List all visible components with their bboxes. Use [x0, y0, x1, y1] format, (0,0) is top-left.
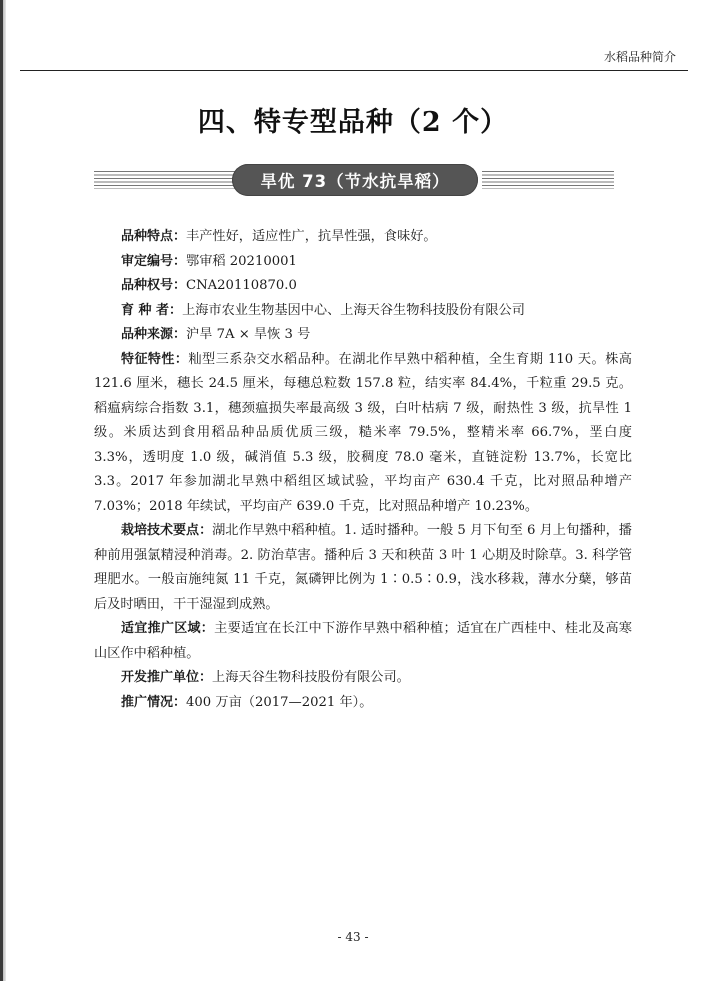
header-divider: [20, 70, 688, 71]
field-label: 育 种 者：: [121, 302, 183, 318]
field-developer: [94, 666, 632, 691]
variety-banner: [94, 164, 614, 196]
variety-description: [94, 225, 632, 715]
page-binding-edge: [0, 0, 6, 981]
section-title: 四、特专型品种（2 个）: [197, 107, 509, 138]
field-label: 品种特点：: [121, 229, 187, 244]
field-value: 籼型三系杂交水稻品种。在湖北作早熟中稻种植，全生育期 110 天。株高 121.6 厘米，穗长 24.5 厘米，每穗总粒数 157.8 粒，结实率 84.4%，千粒重 29.5 克。稻瘟病综合指数 3.1，穗颈瘟损失率最高级 3 级，白叶枯病 7 级，耐热性 3 级，抗旱性 1 级。米质达到食用稻品种品质优质三级，糙米率 79.5%，整精米率 66.7%，垩白度 3.3%，透明度 1.0 级，碱消值 5.3 级，胶稠度 78.0 毫米，直链淀粉 13.7%，长宽比 3.3。2017 年参加湖北早熟中稻组区域试验，平均亩产 630.4 千克，比对照品种增产 7.03%；2018 年续试，平均亩产 639.0 千克，比对照品种增产 10.23%。: [94, 351, 632, 514]
field-label: 推广情况：: [121, 694, 187, 710]
field-label: 特征特性：: [121, 351, 189, 367]
variety-title: 旱优 73（节水抗旱稻）: [260, 172, 450, 191]
running-title: 水稻品种简介: [603, 50, 676, 64]
field-label: 栽培技术要点：: [121, 523, 213, 538]
field-variety-right-number: [94, 274, 632, 299]
page-number: - 43 -: [337, 930, 369, 944]
field-value: CNA20110870.0: [186, 278, 297, 293]
field-value: 上海天谷生物科技股份有限公司。: [212, 670, 410, 685]
field-value: 沪旱 7A × 旱恢 3 号: [186, 327, 311, 342]
field-value: 丰产性好，适应性广，抗旱性强，食味好。: [186, 229, 437, 244]
field-breeder: [94, 299, 632, 324]
field-approval-number: [94, 250, 632, 275]
field-label: 审定编号：: [121, 253, 187, 269]
field-value: 400 万亩（2017—2021 年）。: [186, 694, 373, 710]
field-promotion-status: [94, 691, 632, 716]
field-variety-source: [94, 323, 632, 348]
banner-stripes-right: [482, 171, 614, 189]
field-traits: [94, 348, 632, 520]
field-suitable-regions: [94, 617, 632, 666]
field-value: 主要适宜在长江中下游作早熟中稻种植；适宜在广西桂中、桂北及高寒山区作中稻种植。: [94, 621, 632, 661]
field-value: 鄂审稻 20210001: [186, 253, 297, 269]
field-value: 上海市农业生物基因中心、上海天谷生物科技股份有限公司: [182, 302, 525, 318]
field-cultivation-tips: [94, 519, 632, 617]
field-label: 品种权号：: [121, 278, 187, 293]
field-label: 品种来源：: [121, 327, 187, 342]
field-value: 湖北作早熟中稻种植。1. 适时播种。一般 5 月下旬至 6 月上旬播种，播种前用强氯精浸种消毒。2. 防治草害。播种后 3 天和秧苗 3 叶 1 心期及时除草。3. 科学管理肥水。一般亩施纯氮 11 千克，氮磷钾比例为 1∶0.5∶0.9，浅水移栽，薄水分蘖，够苗后及时晒田，干干湿湿到成熟。: [94, 523, 632, 612]
banner-stripes-left: [94, 171, 236, 189]
field-label: 适宜推广区域：: [121, 621, 215, 636]
page-header: [20, 44, 706, 72]
field-label: 开发推广单位：: [121, 670, 213, 685]
field-characteristics: [94, 225, 632, 250]
variety-title-pill: [232, 164, 478, 196]
